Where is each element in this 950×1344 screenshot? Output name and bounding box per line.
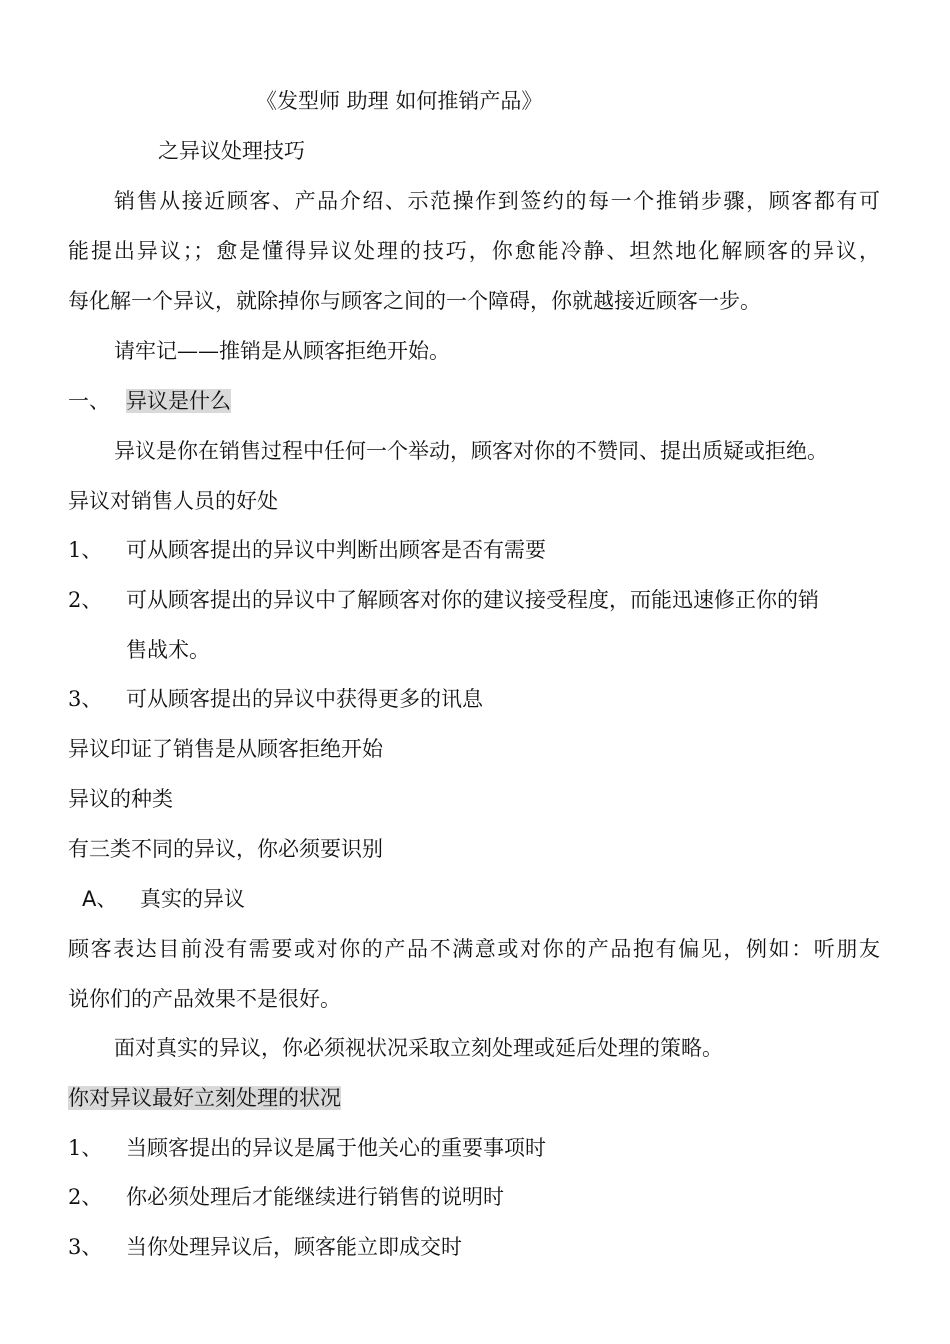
benefit-item (68, 535, 546, 565)
subtitle-bold: 异议处理技巧 (179, 139, 305, 163)
immediate-handling-title (68, 1083, 341, 1113)
benefit-number: 3、 (68, 687, 103, 711)
objection-proof-heading: 异议印证了销售是从顾客拒绝开始 (68, 737, 383, 761)
intro-reminder: 请牢记——推销是从顾客拒绝开始。 (114, 339, 450, 363)
benefit-text: 可从顾客提出的异议中获得更多的讯息 (126, 687, 483, 711)
objection-types-intro: 有三类不同的异议，你必须要识别 (68, 837, 383, 861)
section-1-number: 一、 (68, 389, 110, 413)
immediate-number: 1、 (68, 1136, 103, 1160)
immediate-text: 当你处理异议后，顾客能立即成交时 (126, 1235, 462, 1259)
benefit-text: 可从顾客提出的异议中判断出顾客是否有需要 (126, 538, 546, 562)
type-a-description-line-1: 顾客表达目前没有需要或对你的产品不满意或对你的产品抱有偏见，例如：听朋友 (68, 937, 880, 961)
benefit-text: 可从顾客提出的异议中了解顾客对你的建议接受程度，而能迅速修正你的销 (126, 588, 819, 612)
objection-types-heading: 异议的种类 (68, 787, 173, 811)
type-a-description-line-2: 说你们的产品效果不是很好。 (68, 987, 341, 1011)
immediate-item (68, 1232, 462, 1262)
section-1-definition: 异议是你在销售过程中任何一个举动，顾客对你的不赞同、提出质疑或拒绝。 (114, 439, 828, 463)
intro-paragraph-line-1: 销售从接近顾客、产品介绍、示范操作到签约的每一个推销步骤，顾客都有可 (114, 189, 880, 213)
benefits-title: 异议对销售人员的好处 (68, 489, 278, 513)
immediate-item (68, 1182, 504, 1212)
benefit-text-continued: 售战术。 (126, 638, 210, 662)
benefit-number: 2、 (68, 588, 103, 612)
document-title: 《发型师 助理 如何推销产品》 (256, 89, 543, 113)
immediate-text: 当顾客提出的异议是属于他关心的重要事项时 (126, 1136, 546, 1160)
section-1-title: 异议是什么 (126, 389, 231, 413)
immediate-number: 3、 (68, 1235, 103, 1259)
type-a-heading (82, 884, 245, 914)
intro-paragraph-line-2: 能提出异议；；愈是懂得异议处理的技巧，你愈能冷静、坦然地化解顾客的异议， (68, 239, 880, 263)
immediate-item (68, 1133, 546, 1163)
subtitle-prefix: 之 (158, 139, 179, 163)
type-a-number: A、 (82, 887, 118, 911)
document-subtitle (158, 136, 305, 166)
benefit-number: 1、 (68, 538, 103, 562)
benefit-item (68, 585, 819, 615)
immediate-handling-title-text: 你对异议最好立刻处理的状况 (68, 1086, 341, 1110)
immediate-number: 2、 (68, 1185, 103, 1209)
type-a-title: 真实的异议 (140, 887, 245, 911)
benefit-item (68, 684, 483, 714)
intro-paragraph-line-3: 每化解一个异议，就除掉你与顾客之间的一个障碍，你就越接近顾客一步。 (68, 289, 761, 313)
type-a-strategy: 面对真实的异议，你必须视状况采取立刻处理或延后处理的策略。 (114, 1036, 723, 1060)
section-1-heading (68, 386, 231, 416)
immediate-text: 你必须处理后才能继续进行销售的说明时 (126, 1185, 504, 1209)
